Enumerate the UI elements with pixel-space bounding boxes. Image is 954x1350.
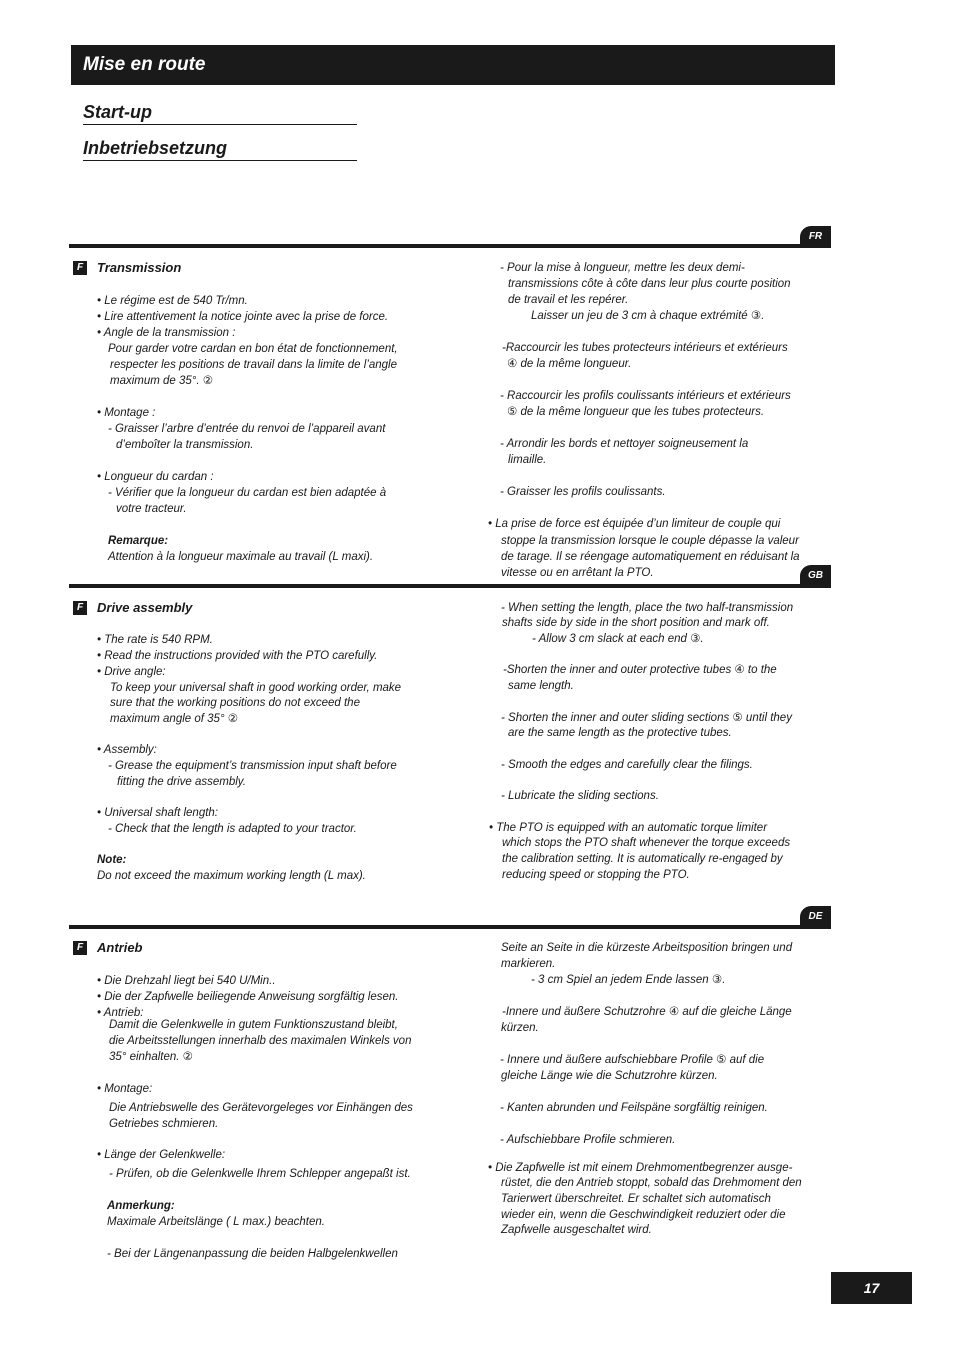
fr-right-line: -Raccourcir les tubes protecteurs intérieurs et extérieurs	[502, 342, 788, 354]
gb-note-label: Note:	[97, 854, 127, 866]
fr-right-line: de tarage. Il se réengage automatiquement en réduisant la	[501, 551, 800, 563]
gb-left-line: • Assembly:	[97, 744, 157, 756]
fr-left-line: • Le régime est de 540 Tr/mn.	[97, 295, 248, 307]
gb-right-line: which stops the PTO shaft whenever the torque exceeds	[502, 837, 791, 849]
de-left-line: 35° einhalten. ②	[109, 1051, 193, 1063]
gb-right-line: - Lubricate the sliding sections.	[501, 790, 659, 802]
gb-right-line: -Shorten the inner and outer protective tubes ④ to the	[503, 664, 777, 676]
gb-left-line: • Universal shaft length:	[97, 807, 219, 819]
gb-right-line: - Allow 3 cm slack at each end ③.	[532, 633, 704, 645]
fr-left-line: maximum de 35°. ②	[110, 375, 214, 387]
de-right-line: Tarierwert überschreitet. Er schaltet sich automatisch	[501, 1193, 771, 1205]
gb-left-line: • The rate is 540 RPM.	[97, 634, 213, 646]
fr-left-line: • Longueur du cardan :	[97, 471, 214, 483]
fr-right-line: transmissions côte à côte dans leur plus courte position	[508, 278, 791, 290]
section-marker-icon: F	[73, 601, 87, 615]
fr-right-line: • La prise de force est équipée d’un limiteur de couple qui	[488, 518, 781, 530]
de-right-line: rüstet, die den Antrieb stoppt, sobald das Drehmoment den	[501, 1177, 802, 1189]
page-number: 17	[831, 1272, 912, 1304]
gb-left-line: - Grease the equipment’s transmission input shaft before	[108, 760, 397, 772]
subtitle-de: Inbetriebsetzung	[83, 137, 357, 161]
de-right-line: - 3 cm Spiel an jedem Ende lassen ③.	[531, 974, 726, 986]
gb-left-line: fitting the drive assembly.	[117, 776, 246, 788]
gb-right-line: shafts side by side in the short position and mark off.	[502, 617, 770, 629]
fr-left-line: - Graisser l’arbre d’entrée du renvoi de l’appareil avant	[108, 423, 386, 435]
de-left-line: • Die Drehzahl liegt bei 540 U/Min..	[97, 975, 276, 987]
fr-left-line: • Lire attentivement la notice jointe avec la prise de force.	[97, 311, 389, 323]
fr-right-line: stoppe la transmission lorsque le couple dépasse la valeur	[501, 535, 799, 547]
fr-right-line: Laisser un jeu de 3 cm à chaque extrémité ③.	[531, 310, 765, 322]
de-left-line: Maximale Arbeitslänge ( L max.) beachten.	[107, 1216, 325, 1228]
section-title-fr	[73, 260, 181, 276]
chapter-title: Mise en route	[71, 45, 835, 85]
gb-right-line: - Smooth the edges and carefully clear the filings.	[501, 759, 753, 771]
fr-right-line: limaille.	[508, 454, 547, 466]
de-right-line: Zapfwelle ausgeschaltet wird.	[501, 1224, 652, 1236]
fr-left-line: d’emboîter la transmission.	[116, 439, 254, 451]
de-right-line: • Die Zapfwelle ist mit einem Drehmomentbegrenzer ausge-	[488, 1162, 793, 1174]
fr-left-line: Pour garder votre cardan en bon état de fonctionnement,	[108, 343, 398, 355]
de-right-line: kürzen.	[501, 1022, 539, 1034]
lang-badge-gb: GB	[800, 565, 831, 587]
section-rule-fr	[69, 244, 831, 248]
fr-right-line: vitesse ou en arrêtant la PTO.	[501, 567, 654, 579]
subtitle-en: Start-up	[83, 101, 357, 125]
gb-left-line: Do not exceed the maximum working length (L max).	[97, 870, 366, 882]
de-left-line: die Arbeitsstellungen innerhalb des maximalen Winkels von	[109, 1035, 412, 1047]
fr-left-line: - Vérifier que la longueur du cardan est bien adaptée à	[108, 487, 387, 499]
section-title-gb	[73, 600, 192, 616]
gb-left-line: sure that the working positions do not exceed the	[110, 697, 360, 709]
fr-remark-label: Remarque:	[108, 535, 169, 547]
de-left-line: • Die der Zapfwelle beiliegende Anweisung sorgfältig lesen.	[97, 991, 399, 1003]
gb-left-line: - Check that the length is adapted to your tractor.	[108, 823, 357, 835]
gb-right-line: - Shorten the inner and outer sliding sections ⑤ until they	[501, 712, 792, 724]
de-right-line: - Kanten abrunden und Feilspäne sorgfältig reinigen.	[500, 1102, 768, 1114]
de-left-line: • Antrieb:	[97, 1007, 144, 1019]
de-left-line: - Bei der Längenanpassung die beiden Halbgelenkwellen	[107, 1248, 398, 1260]
fr-right-line: - Graisser les profils coulissants.	[500, 486, 666, 498]
fr-right-line: - Raccourcir les profils coulissants intérieurs et extérieurs	[500, 390, 791, 402]
de-left-line: - Prüfen, ob die Gelenkwelle Ihrem Schlepper angepaßt ist.	[109, 1168, 411, 1180]
gb-right-line: • The PTO is equipped with an automatic torque limiter	[489, 822, 768, 834]
fr-left-line: • Montage :	[97, 407, 156, 419]
de-right-line: -Innere und äußere Schutzrohre ④ auf die gleiche Länge	[502, 1006, 792, 1018]
gb-left-line: maximum angle of 35° ②	[110, 713, 239, 725]
de-left-line: Damit die Gelenkwelle in gutem Funktionszustand bleibt,	[109, 1019, 398, 1031]
gb-left-line: • Drive angle:	[97, 666, 166, 678]
de-right-line: - Aufschiebbare Profile schmieren.	[500, 1134, 676, 1146]
gb-right-line: same length.	[508, 680, 574, 692]
de-remark-label: Anmerkung:	[107, 1200, 175, 1212]
fr-right-line: de travail et les repérer.	[508, 294, 629, 306]
fr-left-line: Attention à la longueur maximale au travail (L maxi).	[108, 551, 374, 563]
fr-right-line: ④ de la même longueur.	[507, 358, 632, 370]
de-left-line: Getriebes schmieren.	[109, 1118, 219, 1130]
section-title-text: Transmission	[97, 260, 182, 275]
de-left-line: Die Antriebswelle des Gerätevorgeleges vor Einhängen des	[109, 1102, 413, 1114]
section-rule-de	[69, 925, 831, 929]
de-right-line: Seite an Seite in die kürzeste Arbeitsposition bringen und	[501, 942, 793, 954]
section-marker-icon: F	[73, 261, 87, 275]
fr-right-line: ⑤ de la même longueur que les tubes protecteurs.	[507, 406, 765, 418]
de-left-line: • Montage:	[97, 1083, 153, 1095]
de-right-line: markieren.	[501, 958, 556, 970]
de-right-line: - Innere und äußere aufschiebbare Profile ⑤ auf die	[500, 1054, 765, 1066]
section-rule-gb	[69, 584, 831, 588]
fr-left-line: • Angle de la transmission :	[97, 327, 236, 339]
fr-left-line: votre tracteur.	[116, 503, 187, 515]
gb-right-line: the calibration setting. It is automatically re-engaged by	[502, 853, 783, 865]
de-left-line: • Länge der Gelenkwelle:	[97, 1149, 226, 1161]
de-right-line: gleiche Länge wie die Schutzrohre kürzen.	[501, 1070, 718, 1082]
gb-left-line: To keep your universal shaft in good working order, make	[110, 682, 402, 694]
section-marker-icon: F	[73, 941, 87, 955]
gb-left-line: • Read the instructions provided with the PTO carefully.	[97, 650, 378, 662]
section-title-text: Antrieb	[97, 940, 143, 955]
gb-right-line: are the same length as the protective tubes.	[508, 727, 732, 739]
gb-right-line: reducing speed or stopping the PTO.	[502, 869, 690, 881]
fr-right-line: - Arrondir les bords et nettoyer soigneusement la	[500, 438, 749, 450]
fr-left-line: respecter les positions de travail dans la limite de l’angle	[110, 359, 398, 371]
section-title-de	[73, 940, 143, 956]
lang-badge-fr: FR	[800, 226, 831, 248]
lang-badge-de: DE	[800, 906, 831, 928]
de-right-line: wieder ein, wenn die Geschwindigkeit reduziert oder die	[501, 1209, 786, 1221]
section-title-text: Drive assembly	[97, 600, 193, 615]
fr-right-line: - Pour la mise à longueur, mettre les deux demi-	[500, 262, 745, 274]
gb-right-line: - When setting the length, place the two half-transmission	[501, 602, 794, 614]
